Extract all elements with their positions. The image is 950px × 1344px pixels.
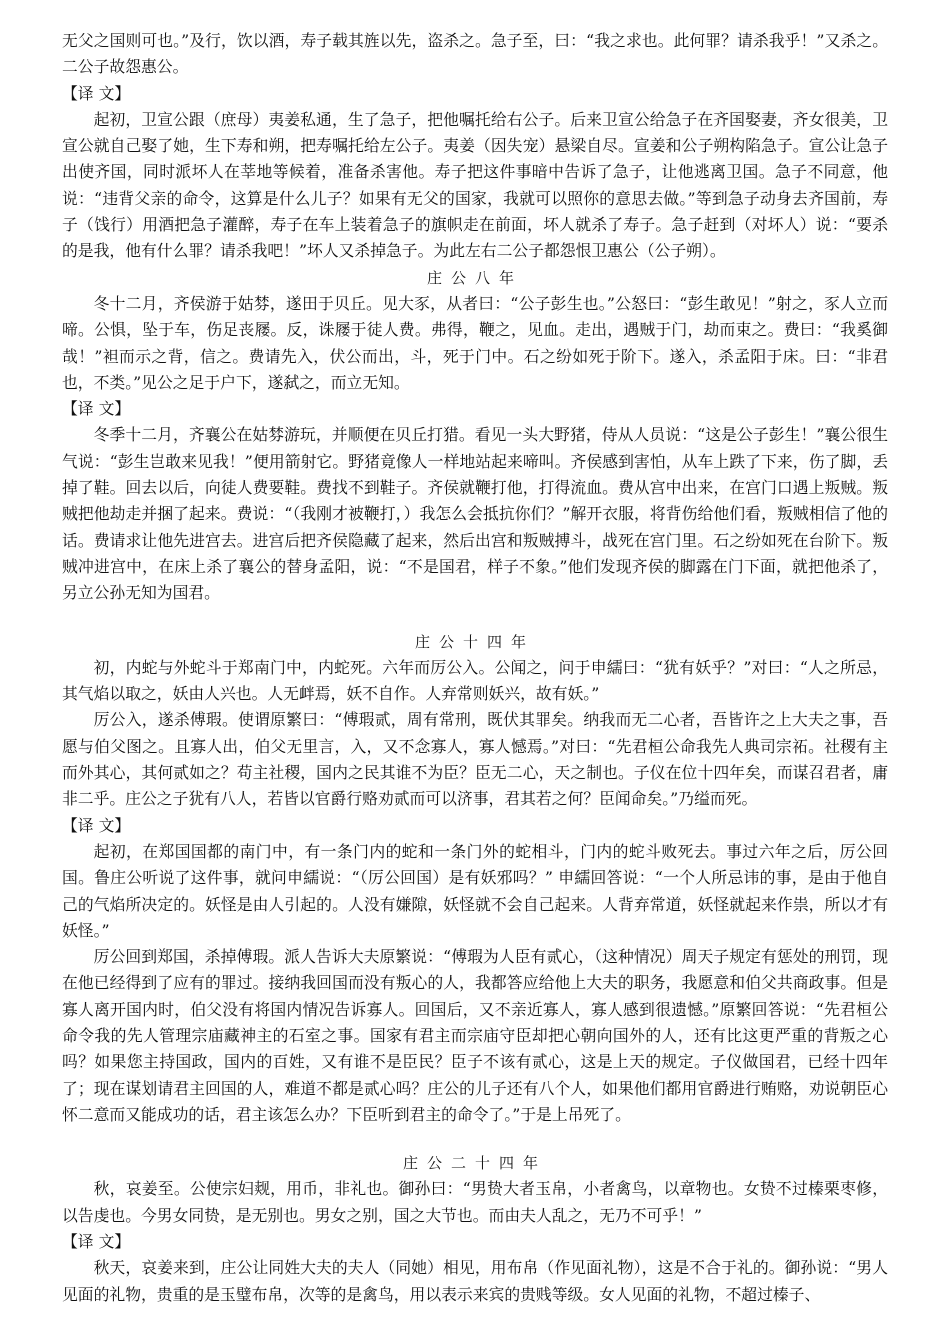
sec3-translation2: 厉公回到郑国，杀掉傅瑕。派人告诉大夫原繁说：“傅瑕为人臣有贰心，（这种情况）周天子规定有惩处的刑罚，现在他已经得到了应有的罪过。接纳我回国而没有叛心的人，我都答应给他上大夫的职务，我愿意和伯父共商政事。但是寡人离开国内时，伯父没有将国内情况告诉寡人。回国后，又不亲近寡人，寡人感到很遗憾。”原繁回答说：“先君桓公命令我的先人管理宗庙藏神主的石室之事。国家有君主而宗庙守臣却把心朝向国外的人，还有比这更严重的背叛之心吗？如果您主持国政，国内的百姓，又有谁不是臣民？臣子不该有贰心，这是上天的规定。子仪做国君，已经十四年了；现在谋划请君主回国的人，难道不都是贰心吗？庄公的儿子还有八个人，如果他们都用官爵进行贿赂，劝说朝臣心怀二意而又能成功的话，君主该怎么办？下臣听到君主的命令了。”于是上吊死了。 <box>62 947 888 1124</box>
translation-label: 【译 文】 <box>62 83 131 103</box>
sec4-translation: 秋天，哀姜来到，庄公让同姓大夫的夫人（同她）相见，用布帛（作见面礼物），这是不合于礼的。御孙说：“男人见面的礼物，贵重的是玉璧布帛，次等的是禽鸟，用以表示来宾的贵贱等级。女人见面的礼物，不超过榛子、 <box>62 1258 888 1304</box>
sec3-text1: 初，内蛇与外蛇斗于郑南门中，内蛇死。六年而厉公入。公闻之，问于申繻曰：“犹有妖乎？”对曰：“人之所忌，其气焰以取之，妖由人兴也。人无衅焉，妖不自作。人弃常则妖兴，故有妖。” <box>62 657 888 704</box>
sec2-title: 庄公八年 <box>426 268 523 287</box>
sec2-text: 冬十二月，齐侯游于姑棼，遂田于贝丘。见大豕，从者曰：“公子彭生也。”公怒曰：“彭生敢见！”射之，豕人立而啼。公惧，坠于车，伤足丧屦。反，诛屦于徒人费。弗得，鞭之，见血。走出，遇贼于门，劫而束之。费曰：“我奚御哉！”袒而示之背，信之。费请先入，伏公而出，斗，死于门中。石之纷如死于阶下。遂入，杀孟阳于床。曰：“非君也，不类。”见公之足于户下，遂弑之，而立无知。 <box>62 293 888 392</box>
sec3-text2: 厉公入，遂杀傅瑕。使谓原繁曰：“傅瑕贰，周有常刑，既伏其罪矣。纳我而无二心者，吾皆许之上大夫之事，吾愿与伯父图之。且寡人出，伯父无里言，入，又不念寡人，寡人憾焉。”对曰：“先君桓公命我先人典司宗祏。社稷有主而外其心，其何贰如之？苟主社稷，国内之民其谁不为臣？臣无二心，天之制也。子仪在位十四年矣，而谋召君者，庸非二乎。庄公之子犹有八人，若皆以官爵行赂劝贰而可以济事，君其若之何？臣闻命矣。”乃缢而死。 <box>62 710 888 809</box>
sec3-translation1: 起初，在郑国国都的南门中，有一条门内的蛇和一条门外的蛇相斗，门内的蛇斗败死去。事过六年之后，厉公回国。鲁庄公听说了这件事，就问申繻说：“（厉公回国）是有妖邪吗？” 申繻回答说：“一个人所忌讳的事，是由于他自己的气焰所决定的。妖怪是由人引起的。人没有嫌隙，妖怪就不会自己起来。人背弃常道，妖怪就起来作祟，所以才有妖怪。” <box>62 841 888 940</box>
sec3-title: 庄公十四年 <box>414 632 535 651</box>
section-gap <box>62 607 888 629</box>
sec2-translation: 冬季十二月，齐襄公在姑棼游玩，并顺便在贝丘打猎。看见一头大野猪，侍从人员说：“这是公子彭生！”襄公很生气说：“彭生岂敢来见我！”便用箭射它。野猪竟像人一样地站起来啼叫。齐侯感到害怕，从车上跌了下来，伤了脚，丢掉了鞋。回去以后，向徒人费要鞋。费找不到鞋子。齐侯就鞭打他，打得流血。费从宫中出来，在宫门口遇上叛贼。叛贼把他劫走并捆了起来。费说：“（我刚才被鞭打，）我怎么会抵抗你们？”解开衣服，将背伤给他们看，叛贼相信了他的话。费请求让他先进宫去。进宫后把齐侯隐藏了起来，然后出宫和叛贼搏斗，战死在宫门里。石之纷如死在台阶下。叛贼冲进宫中，在床上杀了襄公的替身孟阳，说：“不是国君，样子不象。”他们发现齐侯的脚露在门下面，就把他杀了，另立公孙无知为国君。 <box>62 425 888 603</box>
translation-label: 【译 文】 <box>62 399 131 419</box>
translation-label: 【译 文】 <box>62 815 131 835</box>
sec4-text: 秋，哀姜至。公使宗妇觌，用币，非礼也。御孙曰：“男贽大者玉帛，小者禽鸟，以章物也。女贽不过榛栗枣修，以告虔也。今男女同贽，是无别也。男女之别，国之大节也。而由夫人乱之，无乃不可乎！” <box>62 1179 888 1225</box>
sec1-translation: 起初，卫宣公跟（庶母）夷姜私通，生了急子，把他嘱托给右公子。后来卫宣公给急子在齐国娶妻，齐女很美，卫宣公就自己娶了她，生下寿和朔，把寿嘱托给左公子。夷姜（因失宠）悬梁自尽。宣姜和公子朔构陷急子。宣公让急子出使齐国，同时派坏人在莘地等候着，准备杀害他。寿子把这件事暗中告诉了急子，让他逃离卫国。急子不同意，他说：“违背父亲的命令，这算是什么儿子？如果有无父的国家，我就可以照你的意思去做。”等到急子动身去齐国前，寿子（饯行）用酒把急子灌醉，寿子在车上装着急子的旗帜走在前面，坏人就杀了寿子。急子赶到（对坏人）说：“要杀的是我，他有什么罪？请杀我吧！”坏人又杀掉急子。为此左右二公子都怨恨卫惠公（公子朔）。 <box>62 109 888 261</box>
sec4-title: 庄公二十四年 <box>402 1154 547 1173</box>
section-gap <box>62 1128 888 1150</box>
document-page <box>62 28 888 1308</box>
translation-label: 【译 文】 <box>62 1232 131 1252</box>
intro-paragraph: 无父之国则可也。”及行，饮以酒，寿子载其旌以先，盗杀之。急子至，曰：“我之求也。此何罪？请杀我乎！”又杀之。二公子故怨惠公。 <box>62 31 888 77</box>
